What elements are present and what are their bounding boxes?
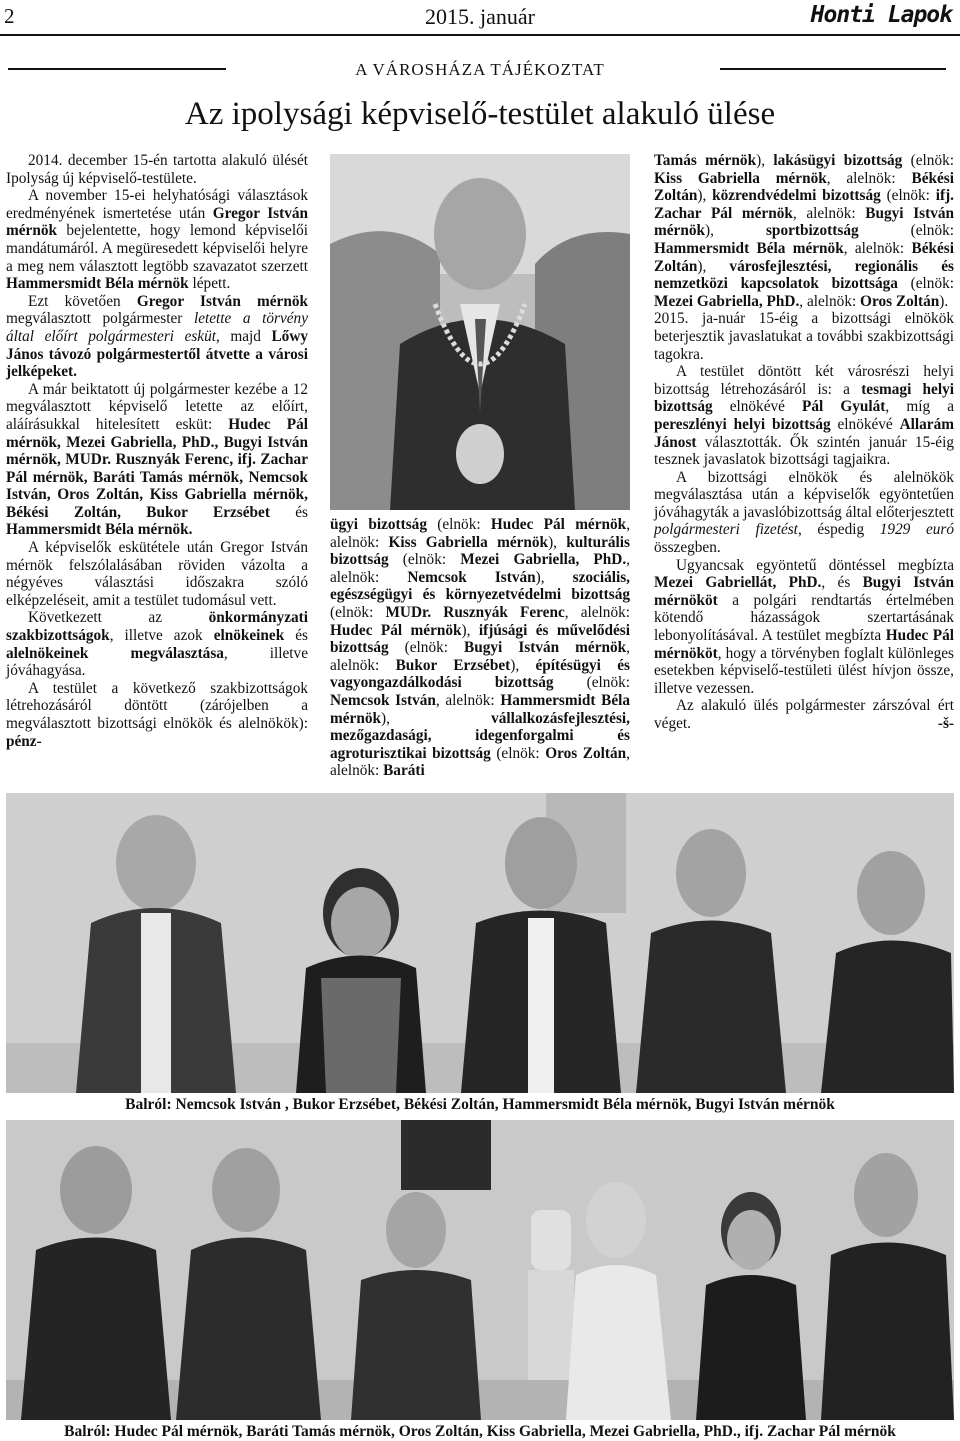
article-column-1 [6,152,308,750]
section-rule-right [720,68,946,70]
paragraph: 2014. december 15-én tartotta alakuló ülését Ipolyság új képviselő-testülete. [6,152,308,187]
article-title: Az ipolysági képviselő-testület alakuló ülése [184,96,776,132]
paragraph: A testület a következő szakbizottságok létrehozásáról döntött (zárójelben a megválasztott bizottsági elnökök és alelnökök): pénz- [6,679,308,750]
paragraph: A bizottsági elnökök és alelnökök megválasztása után a képviselők egyöntetűen jóváhagyták a javaslóbizottság által előterjesztett polgármesteri fizetést, éspedig 1929 euró összegben. [654,468,954,557]
article-column-2 [330,516,630,780]
header-rule [0,34,960,36]
photo-caption: Balról: Nemcsok István , Bukor Erzsébet, Békési Zoltán, Hammersmidt Béla mérnök, Bugyi István mérnök [125,1096,835,1113]
group-photo-2 [6,1120,954,1420]
section-bar [0,56,960,82]
paragraph: 2015. ja-nuár 15-éig a bizottsági elnökök beterjesztik javaslatukat a további szakbizottsági tagokra. [654,310,954,363]
paragraph: A már beiktatott új polgármester kezébe a 12 megválasztott képviselő letette az előírt, aláírásukkal hitelesített esküt: Hudec Pál mérnök, Mezei Gabriella, PhD., Bugyi István mérnök, MUDr. Rusznyák Ferenc, ifj. Zachar Pál mérnök, Baráti Tamás mérnök, Nemcsok István, Oros Zoltán, Kiss Gabriella mérnök, Békési Zoltán, Bukor Erzsébet és Hammersmidt Béla mérnök. [6,380,309,539]
group-photo-1-illustration [6,793,954,1093]
group-photo-1 [6,793,954,1093]
paragraph: A képviselők eskütétele után Gregor István mérnök felszólalásában röviden vázolta a négyéves választási időszakra szóló elképzeléseit, amit a testület tudomásul vett. [6,539,308,609]
author-signature: -š- [937,715,954,732]
issue-date: 2015. január [425,4,535,29]
photo-caption: Balról: Hudec Pál mérnök, Baráti Tamás mérnök, Oros Zoltán, Kiss Gabriella, Mezei Gabriella, PhD., ifj. Zachar Pál mérnök [64,1423,896,1440]
paragraph: Ezt követően Gregor István mérnök megválasztott polgármester letette a törvény által előírt polgármesteri esküt, majd Lőwy János távozó polgármestertől átvette a városi jelképeket. [6,292,309,381]
paragraph: Tamás mérnök), lakásügyi bizottság (elnök: Kiss Gabriella mérnök, alelnök: Békési Zoltán), közrendvédelmi bizottság (elnök: ifj. Zachar Pál mérnök, alelnök: Bugyi István mérnök), sportbizottság (elnök: Hammersmidt Béla mérnök, alelnök: Békési Zoltán), városfejlesztési, regionális és nemzetközi kapcsolatok bizottsága (elnök: Mezei Gabriella, PhD., alelnök: Oros Zoltán). [654,152,955,310]
paragraph: A testület döntött két városrészi helyi bizottság létrehozásáról is: a tesmagi helyi bizottság elnökévé Pál Gyulát, míg a pereszlényi helyi bizottság elnökévé Allarám Jánost választották. Ők szintén január 15-éig tesznek javaslatok bizottsági tagjaikra. [654,363,954,469]
paragraph: Ugyancsak egyöntetű döntéssel megbízta Mezei Gabriellát, PhD., és Bugyi István mérnököt a polgári rendtartás értelmében kötendő házasságok szertartásának lebonyolításával. A testület megbízta Hudec Pál mérnököt, hogy a törvényben foglalt különleges esetekben képviselő-testületi ülést hívjon össze, illetve vezessen. [654,556,954,697]
newspaper-name: Honti Lapok [810,2,952,28]
page-number: 2 [4,4,15,28]
paragraph: ügyi bizottság (elnök: Hudec Pál mérnök, alelnök: Kiss Gabriella mérnök), kulturális bizottság (elnök: Mezei Gabriella, PhD., alelnök: Nemcsok István), szociális, egészségügyi és környezetvédelmi bizottság (elnök: MUDr. Rusznyák Ferenc, alelnök: Hudec Pál mérnök), ifjúsági és művelődési bizottság (elnök: Bugyi István mérnök, alelnök: Bukor Erzsébet), építésügyi és vagyongazdálkodási bizottság (elnök: Nemcsok István, alelnök: Hammersmidt Béla mérnök), vállalkozásfejlesztési, mezőgazdasági, idegenforgalmi és agroturisztikai bizottság (elnök: Oros Zoltán, alelnök: Baráti [330,516,631,780]
paragraph: A november 15-ei helyhatósági választások eredményének ismertetése után Gregor István mérnök bejelentette, hogy lemond képviselői mandátumáról. A megüresedett képviselői helyre a meg nem választott legtöbb szavazatot szerzett Hammersmidt Béla mérnök lépett. [6,187,308,293]
portrait-illustration [330,154,630,510]
group-photo-2-illustration [6,1120,954,1420]
paragraph: Következett az önkormányzati szakbizottságok, illetve azok elnökeinek és alelnökeinek megválasztása, illetve jóváhagyása. [6,609,308,680]
section-title: A VÁROSHÁZA TÁJÉKOZTAT [355,60,605,79]
article-column-3 [654,152,954,733]
mayor-portrait-photo [330,154,630,510]
paragraph: Az alakuló ülés polgármester zárszóval ért véget. -š- [654,697,954,732]
